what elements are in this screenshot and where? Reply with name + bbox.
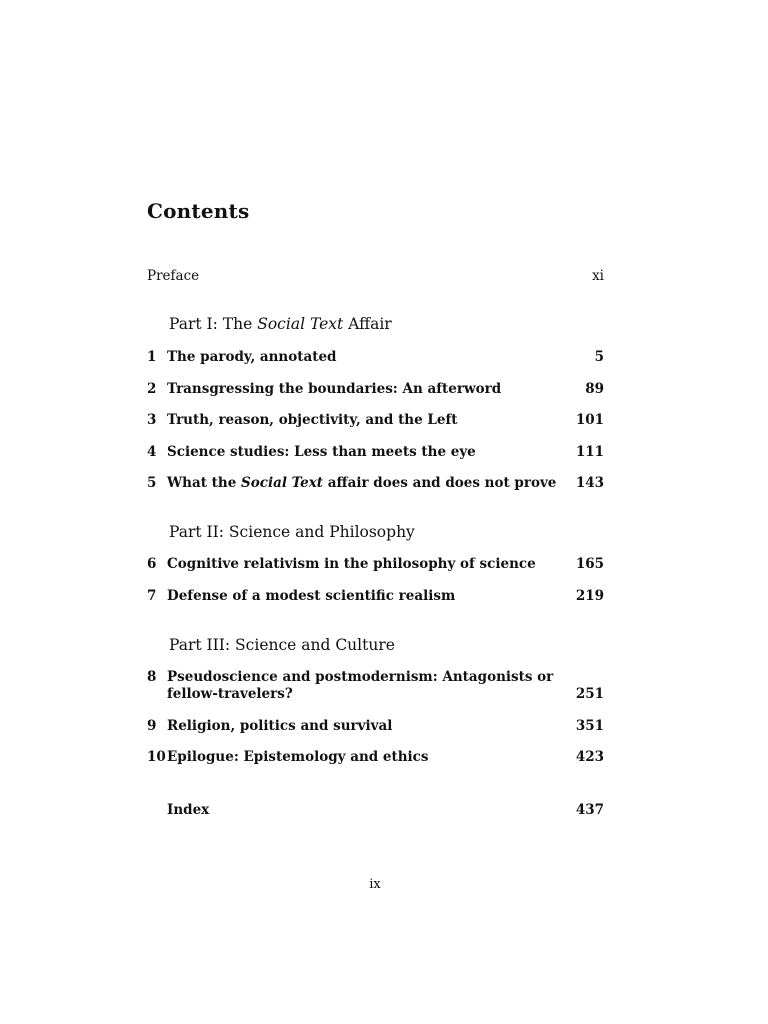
toc-entry-chapter-10[interactable] [147, 748, 604, 768]
chapter-title-post: affair does and does not prove [323, 475, 557, 491]
chapter-page: 351 [575, 718, 604, 734]
chapter-page: 251 [575, 686, 604, 702]
chapter-number: 8 [147, 669, 157, 685]
chapter-number: 4 [147, 444, 157, 460]
chapter-page: 219 [575, 588, 604, 604]
toc-entry-page: xi [592, 268, 604, 284]
part-heading-emphasis: Social Text [257, 315, 344, 333]
toc-entry-chapter-8[interactable] [147, 668, 604, 706]
part-heading-3: Part III: Science and Culture [169, 636, 395, 654]
toc-entry-preface[interactable] [147, 267, 604, 287]
chapter-number: 2 [147, 381, 157, 397]
index-title: Index [167, 802, 210, 818]
part-heading-2: Part II: Science and Philosophy [169, 523, 415, 541]
chapter-page: 5 [594, 349, 604, 365]
chapter-title: Religion, politics and survival [167, 718, 393, 734]
chapter-title: The parody, annotated [167, 349, 337, 365]
toc-entry-chapter-3[interactable] [147, 411, 604, 431]
chapter-page: 111 [575, 444, 604, 460]
chapter-title: Cognitive relativism in the philosophy of science [167, 556, 536, 572]
page-number: ix [369, 877, 381, 892]
index-page: 437 [575, 802, 604, 818]
chapter-number: 10 [147, 749, 166, 765]
chapter-number: 7 [147, 588, 157, 604]
chapter-number: 6 [147, 556, 157, 572]
chapter-title: Defense of a modest scientific realism [167, 588, 456, 604]
toc-entry-chapter-2[interactable] [147, 380, 604, 400]
toc-entry-chapter-9[interactable] [147, 717, 604, 737]
part-heading-suffix: Affair [343, 315, 392, 333]
page-title: Contents [147, 199, 250, 223]
part-heading-1 [169, 314, 392, 334]
part-heading-prefix: Part I: The [169, 315, 258, 333]
toc-entry-index[interactable] [147, 801, 604, 821]
toc-entry-title: Preface [147, 268, 200, 284]
chapter-page: 143 [575, 475, 604, 491]
chapter-page: 101 [575, 412, 604, 428]
chapter-title [167, 474, 556, 492]
chapter-title-pre: What the [167, 475, 241, 491]
chapter-title: Epilogue: Epistemology and ethics [167, 749, 429, 765]
chapter-title-line-2: fellow-travelers? [167, 686, 293, 702]
chapter-title-line-1: Pseudoscience and postmodernism: Antagonists or [167, 669, 554, 685]
chapter-title: Truth, reason, objectivity, and the Left [167, 412, 458, 428]
chapter-number: 9 [147, 718, 157, 734]
toc-entry-chapter-6[interactable] [147, 555, 604, 575]
chapter-title-emphasis: Social Text [241, 475, 324, 491]
chapter-number: 1 [147, 349, 157, 365]
toc-entry-chapter-1[interactable] [147, 348, 604, 368]
toc-entry-chapter-4[interactable] [147, 443, 604, 463]
toc-entry-chapter-7[interactable] [147, 587, 604, 607]
toc-entry-chapter-5[interactable] [147, 474, 604, 494]
chapter-title: Science studies: Less than meets the eye [167, 444, 476, 460]
chapter-page: 423 [575, 749, 604, 765]
chapter-page: 165 [575, 556, 604, 572]
chapter-number: 3 [147, 412, 157, 428]
chapter-title: Transgressing the boundaries: An afterword [167, 381, 502, 397]
chapter-number: 5 [147, 475, 157, 491]
chapter-page: 89 [585, 381, 604, 397]
